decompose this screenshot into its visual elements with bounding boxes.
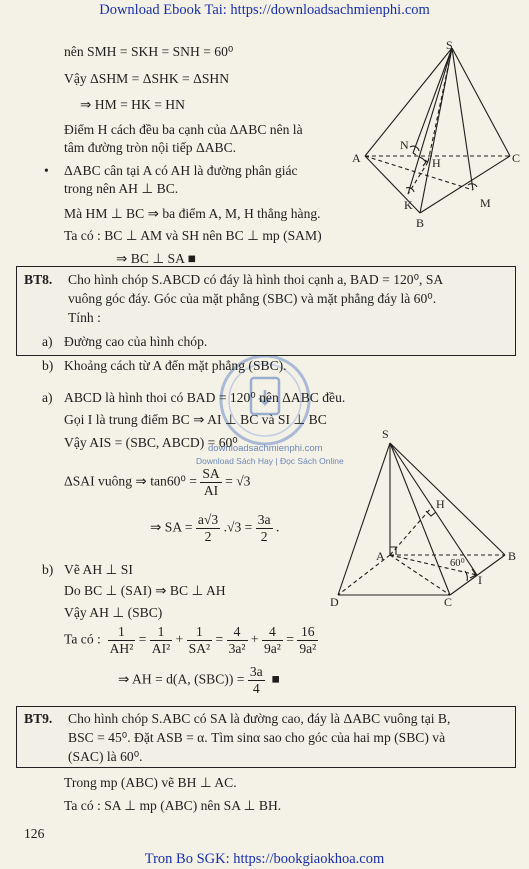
- equation-sa: ⇒ SA = $\frac{a√3}{2}$ .√3 = $\frac{3a}{2}$ .: [150, 512, 280, 544]
- text-line: Do BC ⊥ (SAI) ⇒ BC ⊥ AH: [64, 583, 226, 598]
- text-line: tâm đường tròn nội tiếp ΔABC.: [64, 140, 237, 155]
- vertex-label: C: [512, 151, 521, 165]
- item-label: a): [42, 334, 53, 349]
- bullet-icon: •: [44, 163, 49, 178]
- text-line: Vậy AH ⊥ (SBC): [64, 605, 163, 620]
- header-download-link[interactable]: Download Ebook Tai: https://downloadsachmienphi.com: [99, 2, 430, 18]
- text-line: Gọi I là trung điểm BC ⇒ AI ⊥ BC và SI ⊥ BC: [64, 412, 327, 427]
- exercise-label: BT8.: [24, 272, 53, 287]
- vertex-label: K: [404, 198, 413, 212]
- text-line: Ta có : BC ⊥ AM và SH nên BC ⊥ mp (SAM): [64, 228, 322, 243]
- vertex-label: S: [382, 427, 389, 441]
- text-line: Cho hình chóp S.ABCD có đáy là hình thoi cạnh a, BAD = 120⁰, SA: [68, 272, 444, 287]
- vertex-label: N: [400, 138, 409, 152]
- text-line: ⇒ HM = HK = HN: [80, 97, 185, 112]
- page-number: 126: [24, 826, 45, 841]
- pyramid-figure-2: [320, 425, 520, 610]
- text-line: Ta có : SA ⊥ mp (ABC) nên SA ⊥ BH.: [64, 798, 282, 813]
- item-label: b): [42, 358, 54, 373]
- vertex-label: A: [352, 151, 361, 165]
- text-line: Khoảng cách từ A đến mặt phẳng (SBC).: [64, 358, 287, 373]
- equation-tan60: ΔSAI vuông ⇒ tan60⁰ = $\frac{SA}{AI}$ = √3: [64, 466, 251, 498]
- pyramid-figure-1: [340, 38, 529, 233]
- text-line: Cho hình chóp S.ABC có SA là đường cao, đáy là ΔABC vuông tại B,: [68, 711, 451, 726]
- text-line: ABCD là hình thoi có BAD = 120⁰ nên ΔABC đều.: [64, 390, 346, 405]
- vertex-label: D: [330, 595, 339, 609]
- angle-label: 60⁰: [450, 558, 465, 569]
- watermark-text: downloadsachmienphi.com: [208, 443, 323, 454]
- text-line: Vậy ΔSHM = ΔSHK = ΔSHN: [64, 71, 230, 86]
- text-line: Đường cao của hình chóp.: [64, 334, 208, 349]
- text-line: trong nên AH ⊥ BC.: [64, 181, 179, 196]
- text-line: Tính :: [68, 310, 101, 325]
- vertex-label: B: [416, 216, 425, 230]
- text-line: Mà HM ⊥ BC ⇒ ba điểm A, M, H thẳng hàng.: [64, 206, 321, 221]
- vertex-label: I: [478, 573, 482, 587]
- text-line: nên SMH = SKH = SNH = 60⁰: [64, 44, 234, 59]
- item-label: b): [42, 562, 54, 577]
- footer-link[interactable]: Tron Bo SGK: https://bookgiaokhoa.com: [144, 851, 385, 867]
- vertex-label: A: [376, 549, 385, 563]
- text-line: (SAC) là 60⁰.: [68, 749, 143, 764]
- text-line: Vậy AIS = (SBC, ABCD) = 60⁰: [64, 435, 238, 450]
- vertex-label: H: [432, 156, 441, 170]
- vertex-label: B: [508, 549, 517, 563]
- item-label: a): [42, 390, 53, 405]
- vertex-label: C: [444, 595, 453, 609]
- exercise-label: BT9.: [24, 711, 53, 726]
- watermark-subtext: Download Sách Hay | Đọc Sách Online: [196, 456, 344, 466]
- vertex-label: M: [480, 196, 491, 210]
- text-line: ΔABC cân tại A có AH là đường phân giác: [64, 163, 298, 178]
- equation-distance: ⇒ AH = d(A, (SBC)) = $\frac{3a}{4}$ ■: [118, 664, 280, 696]
- text-line: ⇒ BC ⊥ SA ■: [116, 251, 196, 266]
- vertex-label: S: [446, 38, 453, 52]
- text-line: Điểm H cách đều ba cạnh của ΔABC nên là: [64, 122, 303, 137]
- equation-ah: Ta có : $\frac{1}{\text{AH²}}$ = $\frac{1}{\text{AI²}}$ + $\frac{1}{\text{SA²}}$ = $\frac{4}{\text{3a²}}$ + $\frac{4}{\text{9a²}}$ = $\frac{16}{\text{9a²}}$: [64, 624, 317, 656]
- text-line: vuông góc đáy. Góc của mặt phẳng (SBC) và mặt phẳng đáy là 60⁰.: [68, 291, 437, 306]
- text-line: BSC = 45⁰. Đặt ASB = α. Tìm sinα sao cho góc của hai mp (SBC) và: [68, 730, 446, 745]
- text-line: Trong mp (ABC) vẽ BH ⊥ AC.: [64, 775, 237, 790]
- text-line: Vẽ AH ⊥ SI: [64, 562, 133, 577]
- vertex-label: H: [436, 497, 445, 511]
